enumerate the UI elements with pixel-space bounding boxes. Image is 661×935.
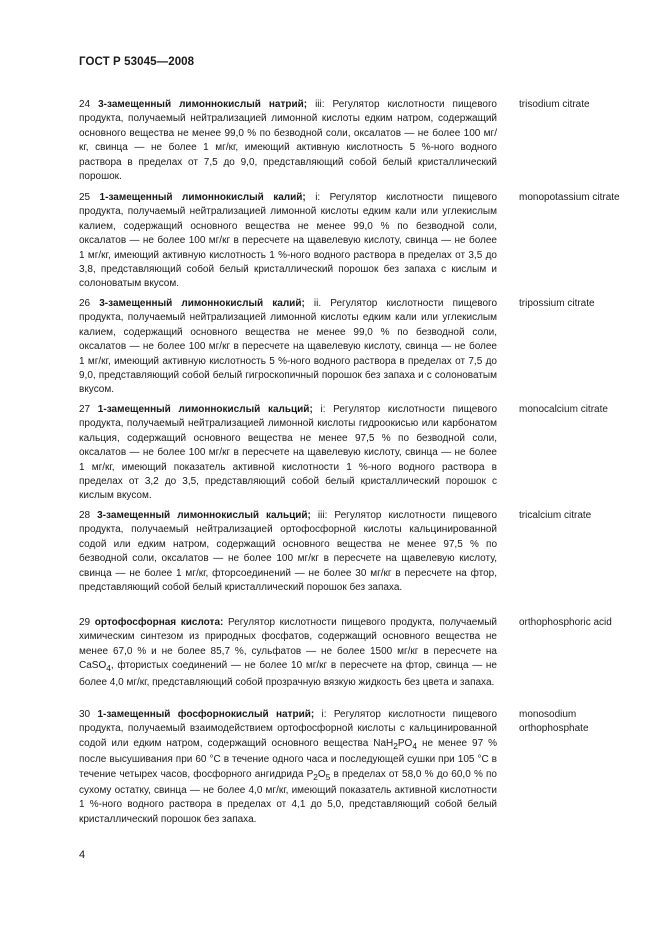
english-term: trisodium citrate — [519, 99, 590, 110]
english-term: monocalcium citrate — [519, 404, 608, 415]
entry-text — [79, 403, 497, 504]
entry-number: 25 — [79, 192, 91, 203]
term-entry-28 — [79, 509, 655, 595]
term-code: iii: — [315, 99, 325, 110]
term-name: 1-замещенный лимоннокислый калий; — [99, 192, 306, 203]
term-definition: Регулятор кислотности пищевого продукта, получаемый нейтрализацией ортофосфорной кислоты кальцинированной содой или едким натром, содержащий основного вещества не менее 97,5 % по безводной соли, оксалатов — не более 100 мг/кг в пересчете на щавелевую кислоту, свинца — не более 1 мг/кг, фторсоединений — не более 30 мг/кг в пересчете на фтор, представляющий собой белый кристаллический порошок без запаха. — [79, 510, 498, 594]
term-name: 1-замещенный лимоннокислый кальций; — [97, 404, 313, 415]
entry-text — [79, 509, 497, 595]
term-entry-25 — [79, 191, 655, 292]
term-entry-27 — [79, 403, 655, 504]
english-term: tricalcium citrate — [519, 510, 592, 521]
entry-text — [79, 297, 497, 398]
term-definition: Регулятор кислотности пищевого продукта, получаемый взаимодействием ортофосфорной кислоты с кальцинированной содой или едким натром, содержащий основного вещества $NaH_2PO_4$ не менее 97 % после высушивания при 60 °С в течение одного часа и последующей сушки при 105 °С в течение четырех часов, фосфорного ангидрида $P_2O_5$ в пределах от 58,0 % до 60,0 % по сухому остатку, свинца — не более 4,0 мг/кг, имеющий показатель активной кислотности 1 %-ного водного раствора в пределах от 4,1 до 5,0, представляющий собой белый кристаллический порошок без запаха. — [79, 709, 498, 825]
english-term: orthophosphoric acid — [519, 617, 612, 628]
term-name: 3-замещенный лимоннокислый кальций; — [97, 510, 311, 521]
term-entry-29 — [79, 616, 655, 690]
term-name: 3-замещенный лимоннокислый натрий; — [98, 99, 308, 110]
entry-text — [79, 616, 497, 690]
entry-number: 24 — [79, 99, 91, 110]
term-code: i: — [315, 192, 321, 203]
entry-text — [79, 98, 497, 184]
term-code: i: — [320, 404, 326, 415]
english-term: tripossium citrate — [519, 298, 595, 309]
document-header: ГОСТ Р 53045—2008 — [79, 56, 195, 68]
term-definition: Регулятор кислотности пищевого продукта, получаемый нейтрализацией лимонной кислоты гидроокисью или карбонатом кальция, содержащий основного вещества не менее 97,5 % по безводной соли, оксалатов — не более 100 мг/кг в пересчете на щавелевую кислоту, свинца — не более 1 мг/кг, имеющий показатель активной кислотности 1 %-ного водного раствора в пределах от 3,2 до 3,5, представляющий собой белый кристаллический порошок с кислым вкусом. — [79, 404, 498, 502]
term-entry-24 — [79, 98, 655, 184]
english-term: monosodium orthophosphate — [519, 709, 589, 735]
entry-number: 28 — [79, 510, 91, 521]
term-name: 1-замещенный фосфорнокислый натрий; — [97, 709, 315, 720]
term-definition: Регулятор кислотности пищевого продукта, получаемый нейтрализацией лимонной кислоты едким кали или углекислым калием, содержащий основного вещества не менее 99,0 % по безводной соли, оксалатов — не более 100 мг/кг в пересчете на щавелевую кислоту, свинца — не более 1 мг/кг, имеющий активную кислотность 5 %-ного водного раствора в пределах от 7,5 до 9,0, представляющий собой белый гигроскопичный порошок без запаха и с солоноватым вкусом. — [79, 298, 498, 396]
entry-number: 27 — [79, 404, 91, 415]
term-code: iii: — [317, 510, 328, 521]
english-term: monopotassium citrate — [519, 192, 620, 203]
term-entry-30 — [79, 708, 655, 827]
term-entry-26 — [79, 297, 655, 398]
term-definition: Регулятор кислотности пищевого продукта, получаемый нейтрализацией лимонной кислоты едким кали или углекислым калием, содержащий основного вещества не менее 99,0 % по безводной соли, оксалатов — не более 100 мг/кг в пересчете на щавелевую кислоту, свинца — не более 1 мг/кг, имеющий активную кислотность 1 %-ного водного раствора в пределах от 3,5 до 3,8, представляющий собой белый кристаллический порошок без запаха с кислым и солоноватым вкусом. — [79, 192, 498, 290]
entry-number: 30 — [79, 709, 91, 720]
term-definition: Регулятор кислотности пищевого продукта, получаемый нейтрализацией лимонной кислоты едким натром, содержащий основного вещества не менее 99,0 % по безводной соли, оксалатов — не более 100 мг/кг, свинца — не более 1 мг/кг, имеющий активную кислотность 5 %-ного водного раствора в пределах от 7,5 до 9,0, представляющий собой белый кристаллический порошок. — [79, 99, 497, 183]
term-code: i: — [321, 709, 327, 720]
entry-text — [79, 708, 497, 827]
entry-number: 29 — [79, 617, 91, 628]
entry-number: 26 — [79, 298, 91, 309]
term-code: ii. — [313, 298, 322, 309]
term-name: 3-замещенный лимоннокислый калий; — [99, 298, 305, 309]
term-name: ортофосфорная кислота: — [94, 617, 224, 628]
entry-text — [79, 191, 497, 292]
page-number: 4 — [79, 849, 86, 861]
term-definition: Регулятор кислотности пищевого продукта, получаемый химическим синтезом из природных фосфатов, содержащий основного вещества не менее 67,0 % и не более 85,7 %, сульфатов — не более 1500 мг/кг в пересчете на CaSO$_4$, фтористых соединений — не более 10 мг/кг в пересчете на фтор, свинца — не более 4,0 мг/кг, представляющий собой прозрачную вязкую жидкость без цвета и запаха. — [79, 617, 498, 688]
